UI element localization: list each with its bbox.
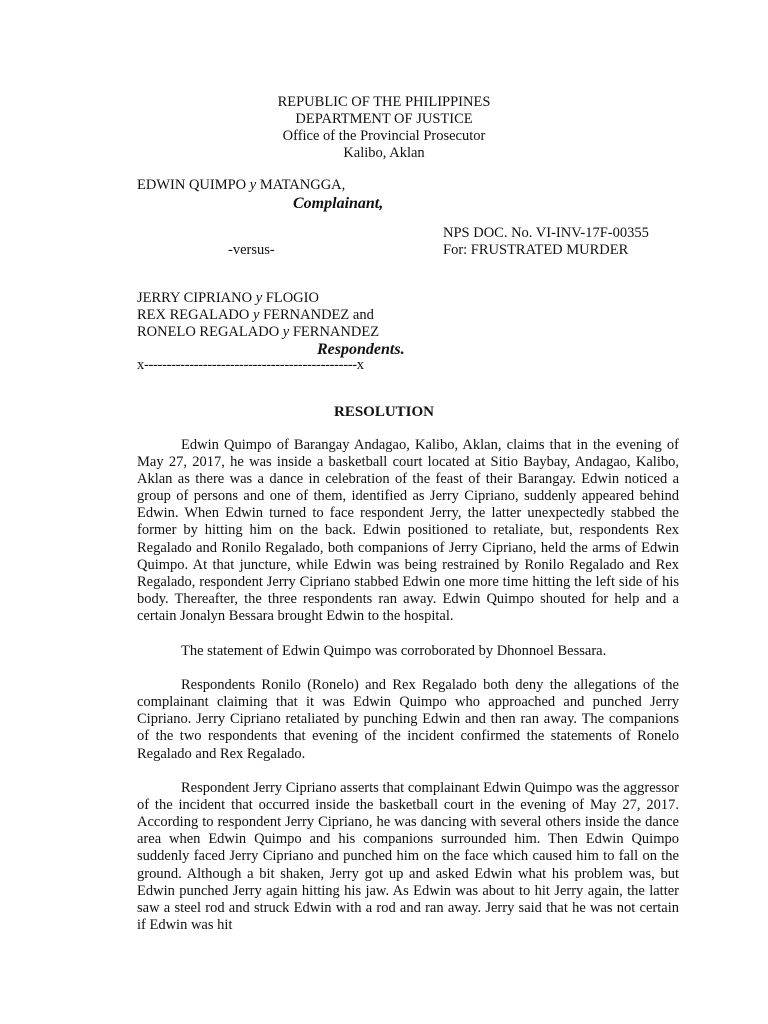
resolution-body (137, 437, 679, 951)
paragraph-corroboration: The statement of Edwin Quimpo was corroborated by Dhonnoel Bessara. (181, 642, 607, 659)
document-header (0, 94, 768, 162)
respondents-role: Respondents. (317, 341, 405, 358)
case-doc-number: NPS DOC. No. VI-INV-17F-00355 (443, 225, 649, 241)
respondent-1: JERRY CIPRIANO y FLOGIO (137, 290, 319, 306)
resolution-title: RESOLUTION (333, 404, 435, 420)
case-offense: For: FRUSTRATED MURDER (443, 242, 629, 258)
complainant-role: Complainant, (293, 195, 384, 212)
respondent-2: REX REGALADO y FERNANDEZ and (137, 307, 374, 323)
versus-label: -versus- (228, 242, 275, 258)
header-office: Office of the Provincial Prosecutor (282, 128, 486, 144)
complainant-name: EDWIN QUIMPO y MATANGGA, (137, 177, 346, 193)
header-republic: REPUBLIC OF THE PHILIPPINES (277, 94, 491, 110)
header-location: Kalibo, Aklan (343, 145, 425, 161)
paragraph-cipriano-assertion: Respondent Jerry Cipriano asserts that complainant Edwin Quimpo was the aggressor of the incident that occurred inside the basketball court in the evening of May 27, 2017. According to respondent Jerry Cipriano, he was dancing with several others inside the dance area when Edwin Quimpo and his companions surrounded him. Then Edwin Quimpo suddenly faced Jerry Cipriano and punched him on the face which caused him to fall on the ground. Although a bit shaken, Jerry got up and asked Edwin what his problem was, but Edwin punched Jerry again hitting his jaw. As Edwin was about to hit Jerry again, the latter saw a steel rod and struck Edwin with a rod and ran away. Jerry said that he was not certain if Edwin was hit (137, 780, 679, 933)
caption-separator: x-----------------------------------------------x (137, 357, 364, 373)
respondent-3: RONELO REGALADO y FERNANDEZ (137, 324, 380, 340)
header-department: DEPARTMENT OF JUSTICE (295, 111, 473, 127)
paragraph-complainant-claim: Edwin Quimpo of Barangay Andagao, Kalibo, Aklan, claims that in the evening of May 27, 2017, he was inside a basketball court located at Sitio Baybay, Andagao, Kalibo, Aklan as there was a dance in celebration of the feast of their Barangay. Edwin noticed a group of persons and one of them, identified as Jerry Cipriano, suddenly appeared behind Edwin. When Edwin turned to face respondent Jerry, the latter unexpectedly stabbed the former by hitting him on the back. Edwin positioned to retaliate, but, respondents Rex Regalado and Ronilo Regalado, both companions of Jerry Cipriano, held the arms of Edwin Quimpo. At that juncture, while Edwin was being restrained by Ronilo Regalado and Rex Regalado, respondent Jerry Cipriano stabbed Edwin one more time hitting the left side of his body. Thereafter, the three respondents ran away. Edwin Quimpo shouted for help and a certain Jonalyn Bessara brought Edwin to the hospital. (137, 437, 679, 624)
paragraph-regalado-denial: Respondents Ronilo (Ronelo) and Rex Regalado both deny the allegations of the complainant claiming that it was Edwin Quimpo who approached and punched Jerry Cipriano. Jerry Cipriano retaliated by punching Edwin and then ran away. The companions of the two respondents that evening of the incident confirmed the statements of Ronelo Regalado and Rex Regalado. (137, 677, 679, 762)
